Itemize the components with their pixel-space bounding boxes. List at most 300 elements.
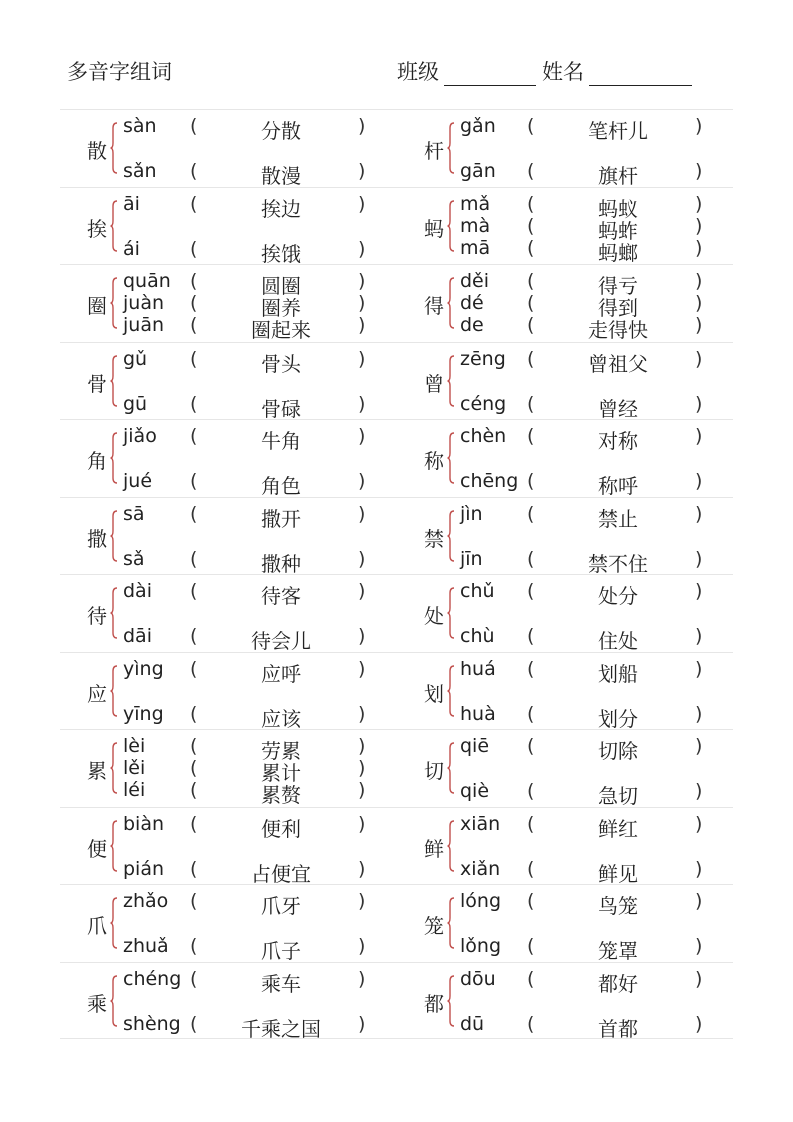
close-paren: ) xyxy=(695,812,703,835)
reading-line xyxy=(460,314,720,342)
pinyin-text: yīng xyxy=(123,702,164,725)
pinyin-text: sǎ xyxy=(123,547,145,570)
pinyin-text: juàn xyxy=(123,292,165,314)
curly-brace-icon xyxy=(110,200,116,252)
reading-line xyxy=(460,657,720,686)
reading-line xyxy=(123,160,383,188)
close-paren: ) xyxy=(695,160,703,182)
reading-line xyxy=(123,702,383,731)
worksheet-title: 多音字组词 xyxy=(67,60,172,84)
example-word: 撒种 xyxy=(261,551,301,576)
example-word: 曾祖父 xyxy=(588,351,648,376)
close-paren: ) xyxy=(358,160,366,182)
pinyin-text: chēng xyxy=(460,470,519,492)
reading-line xyxy=(123,314,383,342)
pinyin-text: mà xyxy=(460,214,491,237)
reading-line xyxy=(123,270,383,298)
reading-line xyxy=(460,115,720,143)
pinyin-text: gǎn xyxy=(460,115,496,137)
close-paren: ) xyxy=(358,812,366,835)
character-entry xyxy=(60,110,396,187)
reading-line xyxy=(123,967,383,996)
example-word: 急切 xyxy=(598,784,638,808)
reading-line xyxy=(460,935,720,963)
table-row xyxy=(60,264,733,342)
open-paren: ( xyxy=(527,702,535,725)
curly-brace-icon xyxy=(447,122,453,174)
close-paren: ) xyxy=(358,967,366,990)
curly-brace-icon xyxy=(447,665,453,717)
close-paren: ) xyxy=(358,1012,366,1035)
pinyin-text: mǎ xyxy=(460,192,491,215)
example-word: 称呼 xyxy=(598,474,638,498)
reading-line xyxy=(460,1012,720,1041)
example-word: 处分 xyxy=(598,584,638,608)
pinyin-text: chèn xyxy=(460,425,507,447)
character-entry xyxy=(60,730,396,807)
example-word: 骨碌 xyxy=(261,396,301,421)
table-row xyxy=(60,109,733,187)
reading-line xyxy=(123,890,383,918)
curly-brace-icon xyxy=(110,820,116,872)
example-word: 待客 xyxy=(261,584,301,608)
open-paren: ( xyxy=(527,470,535,492)
polyphonic-character: 曾 xyxy=(424,371,444,396)
close-paren: ) xyxy=(358,347,366,370)
example-word: 挨边 xyxy=(261,196,301,221)
pinyin-text: qiē xyxy=(460,735,490,757)
example-word: 切除 xyxy=(598,739,638,763)
open-paren: ( xyxy=(527,857,535,880)
reading-line xyxy=(460,347,720,376)
pinyin-text: huá xyxy=(460,657,496,680)
curly-brace-icon xyxy=(110,587,116,639)
curly-brace-icon xyxy=(110,742,116,794)
open-paren: ( xyxy=(527,967,535,990)
reading-line xyxy=(123,735,383,763)
curly-brace-icon xyxy=(110,975,116,1027)
open-paren: ( xyxy=(190,425,198,447)
close-paren: ) xyxy=(358,115,366,137)
reading-line xyxy=(123,757,383,785)
character-entry xyxy=(397,808,733,885)
open-paren: ( xyxy=(190,967,198,990)
class-blank-field[interactable] xyxy=(444,63,536,86)
open-paren: ( xyxy=(190,779,198,801)
polyphonic-character: 得 xyxy=(424,294,444,318)
character-entry xyxy=(397,963,733,1040)
close-paren: ) xyxy=(695,392,703,415)
pinyin-text: chǔ xyxy=(460,580,495,602)
close-paren: ) xyxy=(695,890,703,912)
reading-line xyxy=(460,502,720,531)
polyphonic-character: 应 xyxy=(87,681,107,706)
example-word: 划船 xyxy=(598,661,638,686)
example-word: 骨头 xyxy=(261,351,301,376)
pinyin-text: sàn xyxy=(123,115,157,137)
pinyin-text: shèng xyxy=(123,1012,181,1035)
character-entry xyxy=(397,265,733,342)
example-word: 都好 xyxy=(598,971,638,996)
pinyin-text: lèi xyxy=(123,735,146,757)
close-paren: ) xyxy=(358,192,366,215)
open-paren: ( xyxy=(190,237,198,260)
pinyin-text: dōu xyxy=(460,967,496,990)
reading-line xyxy=(123,779,383,807)
open-paren: ( xyxy=(190,192,198,215)
open-paren: ( xyxy=(190,160,198,182)
example-word: 撒开 xyxy=(261,506,301,531)
open-paren: ( xyxy=(190,702,198,725)
close-paren: ) xyxy=(358,314,366,336)
pinyin-text: āi xyxy=(123,192,140,215)
open-paren: ( xyxy=(190,857,198,880)
close-paren: ) xyxy=(358,935,366,957)
reading-line xyxy=(123,935,383,963)
close-paren: ) xyxy=(695,425,703,447)
table-row xyxy=(60,342,733,420)
table-row xyxy=(60,729,733,807)
close-paren: ) xyxy=(695,735,703,757)
reading-line xyxy=(460,392,720,421)
curly-brace-icon xyxy=(110,897,116,949)
curly-brace-icon xyxy=(447,587,453,639)
reading-line xyxy=(460,425,720,453)
close-paren: ) xyxy=(695,270,703,292)
character-entry xyxy=(60,420,396,497)
open-paren: ( xyxy=(190,757,198,779)
reading-line xyxy=(123,292,383,320)
polyphonic-character: 待 xyxy=(87,604,107,628)
example-word: 旗杆 xyxy=(598,164,638,188)
polyphonic-character: 爪 xyxy=(87,914,107,938)
open-paren: ( xyxy=(190,270,198,292)
character-entry xyxy=(60,343,396,420)
worksheet-header xyxy=(0,52,793,88)
example-word: 应该 xyxy=(261,706,301,731)
open-paren: ( xyxy=(190,890,198,912)
close-paren: ) xyxy=(358,625,366,647)
reading-line xyxy=(123,857,383,886)
polyphonic-character: 便 xyxy=(87,836,107,861)
reading-line xyxy=(123,812,383,841)
close-paren: ) xyxy=(695,192,703,215)
character-entry xyxy=(60,265,396,342)
pinyin-text: pián xyxy=(123,857,165,880)
example-word: 圈起来 xyxy=(251,318,311,342)
curly-brace-icon xyxy=(447,820,453,872)
pinyin-text: zhuǎ xyxy=(123,935,169,957)
close-paren: ) xyxy=(358,502,366,525)
open-paren: ( xyxy=(190,470,198,492)
open-paren: ( xyxy=(527,270,535,292)
example-word: 曾经 xyxy=(598,396,638,421)
example-word: 鸟笼 xyxy=(598,894,638,918)
polyphonic-character: 散 xyxy=(87,139,107,163)
example-word: 首都 xyxy=(598,1016,638,1041)
example-word: 蚂蚱 xyxy=(598,218,638,243)
reading-line xyxy=(123,502,383,531)
example-word: 圈养 xyxy=(261,296,301,320)
close-paren: ) xyxy=(695,657,703,680)
open-paren: ( xyxy=(190,292,198,314)
reading-line xyxy=(123,1012,383,1041)
polyphonic-character: 切 xyxy=(424,759,444,783)
reading-line xyxy=(123,237,383,266)
example-word: 得亏 xyxy=(598,274,638,298)
character-entry xyxy=(397,110,733,187)
student-info xyxy=(397,56,692,86)
close-paren: ) xyxy=(695,214,703,237)
polyphonic-character: 禁 xyxy=(424,526,444,551)
close-paren: ) xyxy=(358,470,366,492)
close-paren: ) xyxy=(695,470,703,492)
reading-line xyxy=(460,292,720,320)
class-label: 班级 xyxy=(397,60,439,84)
close-paren: ) xyxy=(358,547,366,570)
name-blank-field[interactable] xyxy=(589,63,692,86)
example-word: 角色 xyxy=(261,474,301,498)
open-paren: ( xyxy=(190,935,198,957)
pinyin-text: lěi xyxy=(123,757,146,779)
pinyin-text: yìng xyxy=(123,657,164,680)
pinyin-text: sǎn xyxy=(123,160,157,182)
pinyin-text: xiān xyxy=(460,812,501,835)
reading-line xyxy=(460,890,720,918)
pinyin-text: dāi xyxy=(123,625,152,647)
example-word: 累计 xyxy=(261,761,301,785)
open-paren: ( xyxy=(527,780,535,802)
reading-line xyxy=(123,470,383,498)
close-paren: ) xyxy=(695,702,703,725)
open-paren: ( xyxy=(190,657,198,680)
close-paren: ) xyxy=(695,115,703,137)
character-entry xyxy=(60,653,396,730)
reading-line xyxy=(460,470,720,498)
open-paren: ( xyxy=(190,314,198,336)
open-paren: ( xyxy=(527,1012,535,1035)
curly-brace-icon xyxy=(447,742,453,794)
polyphonic-character: 杆 xyxy=(424,139,444,163)
pinyin-text: huà xyxy=(460,702,496,725)
open-paren: ( xyxy=(527,314,535,336)
open-paren: ( xyxy=(527,347,535,370)
open-paren: ( xyxy=(190,735,198,757)
character-entry xyxy=(60,808,396,885)
pinyin-text: jiǎo xyxy=(123,425,157,447)
open-paren: ( xyxy=(527,425,535,447)
example-word: 笼罩 xyxy=(598,939,638,963)
polyphonic-character: 处 xyxy=(424,604,444,628)
close-paren: ) xyxy=(695,935,703,957)
pinyin-text: dū xyxy=(460,1012,485,1035)
polyphonic-character: 挨 xyxy=(87,216,107,241)
character-entry xyxy=(397,498,733,575)
pinyin-text: gū xyxy=(123,392,148,415)
polyphonic-table xyxy=(60,109,733,1039)
polyphonic-character: 圈 xyxy=(87,294,107,318)
close-paren: ) xyxy=(695,547,703,570)
example-word: 爪子 xyxy=(261,939,301,963)
example-word: 千乘之国 xyxy=(241,1016,321,1041)
close-paren: ) xyxy=(358,657,366,680)
close-paren: ) xyxy=(358,270,366,292)
close-paren: ) xyxy=(695,314,703,336)
example-word: 得到 xyxy=(598,296,638,320)
pinyin-text: dé xyxy=(460,292,484,314)
reading-line xyxy=(123,580,383,608)
example-word: 散漫 xyxy=(261,164,301,188)
close-paren: ) xyxy=(695,857,703,880)
character-entry xyxy=(397,343,733,420)
example-word: 分散 xyxy=(261,119,301,143)
polyphonic-character: 划 xyxy=(424,681,444,706)
example-word: 累赘 xyxy=(261,783,301,807)
example-word: 占便宜 xyxy=(251,861,311,886)
reading-line xyxy=(460,967,720,996)
reading-line xyxy=(123,115,383,143)
reading-line xyxy=(460,702,720,731)
close-paren: ) xyxy=(695,625,703,647)
example-word: 便利 xyxy=(261,816,301,841)
reading-line xyxy=(123,425,383,453)
curly-brace-icon xyxy=(447,432,453,484)
close-paren: ) xyxy=(358,857,366,880)
reading-line xyxy=(460,735,720,763)
reading-line xyxy=(123,547,383,576)
open-paren: ( xyxy=(190,812,198,835)
example-word: 对称 xyxy=(598,429,638,453)
reading-line xyxy=(123,625,383,653)
reading-line xyxy=(123,392,383,421)
close-paren: ) xyxy=(695,347,703,370)
reading-line xyxy=(460,192,720,221)
open-paren: ( xyxy=(527,935,535,957)
curly-brace-icon xyxy=(110,665,116,717)
curly-brace-icon xyxy=(110,510,116,562)
pinyin-text: ái xyxy=(123,237,140,260)
character-entry xyxy=(397,575,733,652)
table-row xyxy=(60,497,733,575)
character-entry xyxy=(397,420,733,497)
reading-line xyxy=(460,857,720,886)
reading-line xyxy=(460,160,720,188)
character-entry xyxy=(397,730,733,807)
curly-brace-icon xyxy=(110,122,116,174)
curly-brace-icon xyxy=(447,355,453,407)
close-paren: ) xyxy=(358,735,366,757)
curly-brace-icon xyxy=(447,277,453,329)
polyphonic-character: 笼 xyxy=(424,914,444,938)
reading-line xyxy=(123,657,383,686)
close-paren: ) xyxy=(358,237,366,260)
open-paren: ( xyxy=(527,160,535,182)
pinyin-text: gǔ xyxy=(123,347,148,370)
pinyin-text: qiè xyxy=(460,780,490,802)
example-word: 走得快 xyxy=(588,318,648,342)
open-paren: ( xyxy=(190,115,198,137)
open-paren: ( xyxy=(190,502,198,525)
open-paren: ( xyxy=(527,236,535,259)
open-paren: ( xyxy=(527,735,535,757)
curly-brace-icon xyxy=(447,510,453,562)
reading-line xyxy=(123,347,383,376)
reading-line xyxy=(460,214,720,243)
polyphonic-character: 称 xyxy=(424,449,444,473)
example-word: 笔杆儿 xyxy=(588,119,648,143)
example-word: 应呼 xyxy=(261,661,301,686)
curly-brace-icon xyxy=(447,975,453,1027)
example-word: 住处 xyxy=(598,629,638,653)
close-paren: ) xyxy=(358,292,366,314)
close-paren: ) xyxy=(695,780,703,802)
polyphonic-character: 鲜 xyxy=(424,836,444,861)
example-word: 蚂蚁 xyxy=(598,196,638,221)
reading-line xyxy=(460,625,720,653)
example-word: 挨饿 xyxy=(261,241,301,266)
name-label: 姓名 xyxy=(542,60,584,84)
pinyin-text: sā xyxy=(123,502,145,525)
pinyin-text: céng xyxy=(460,392,507,415)
open-paren: ( xyxy=(527,812,535,835)
curly-brace-icon xyxy=(110,432,116,484)
table-row xyxy=(60,419,733,497)
close-paren: ) xyxy=(695,502,703,525)
pinyin-text: chéng xyxy=(123,967,182,990)
character-entry xyxy=(60,498,396,575)
example-word: 待会儿 xyxy=(251,629,311,653)
pinyin-text: děi xyxy=(460,270,490,292)
pinyin-text: quān xyxy=(123,270,171,292)
polyphonic-character: 都 xyxy=(424,991,444,1016)
open-paren: ( xyxy=(527,890,535,912)
example-word: 圆圈 xyxy=(261,274,301,298)
open-paren: ( xyxy=(190,392,198,415)
reading-line xyxy=(460,270,720,298)
close-paren: ) xyxy=(695,580,703,602)
pinyin-text: chù xyxy=(460,625,495,647)
pinyin-text: zhǎo xyxy=(123,890,169,912)
example-word: 劳累 xyxy=(261,739,301,763)
example-word: 乘车 xyxy=(261,971,301,996)
example-word: 鲜红 xyxy=(598,816,638,841)
pinyin-text: jìn xyxy=(460,502,483,525)
curly-brace-icon xyxy=(447,200,453,252)
open-paren: ( xyxy=(527,214,535,237)
close-paren: ) xyxy=(695,292,703,314)
reading-line xyxy=(460,547,720,576)
close-paren: ) xyxy=(358,757,366,779)
character-entry xyxy=(60,575,396,652)
polyphonic-character: 撒 xyxy=(87,526,107,551)
reading-line xyxy=(123,192,383,221)
pinyin-text: gān xyxy=(460,160,496,182)
open-paren: ( xyxy=(527,580,535,602)
table-row xyxy=(60,187,733,265)
character-entry xyxy=(397,653,733,730)
curly-brace-icon xyxy=(110,355,116,407)
curly-brace-icon xyxy=(447,897,453,949)
open-paren: ( xyxy=(527,392,535,415)
table-row xyxy=(60,574,733,652)
reading-line xyxy=(460,780,720,808)
close-paren: ) xyxy=(358,425,366,447)
pinyin-text: juān xyxy=(123,314,165,336)
character-entry xyxy=(397,885,733,962)
table-row xyxy=(60,884,733,962)
open-paren: ( xyxy=(190,347,198,370)
character-entry xyxy=(60,188,396,265)
